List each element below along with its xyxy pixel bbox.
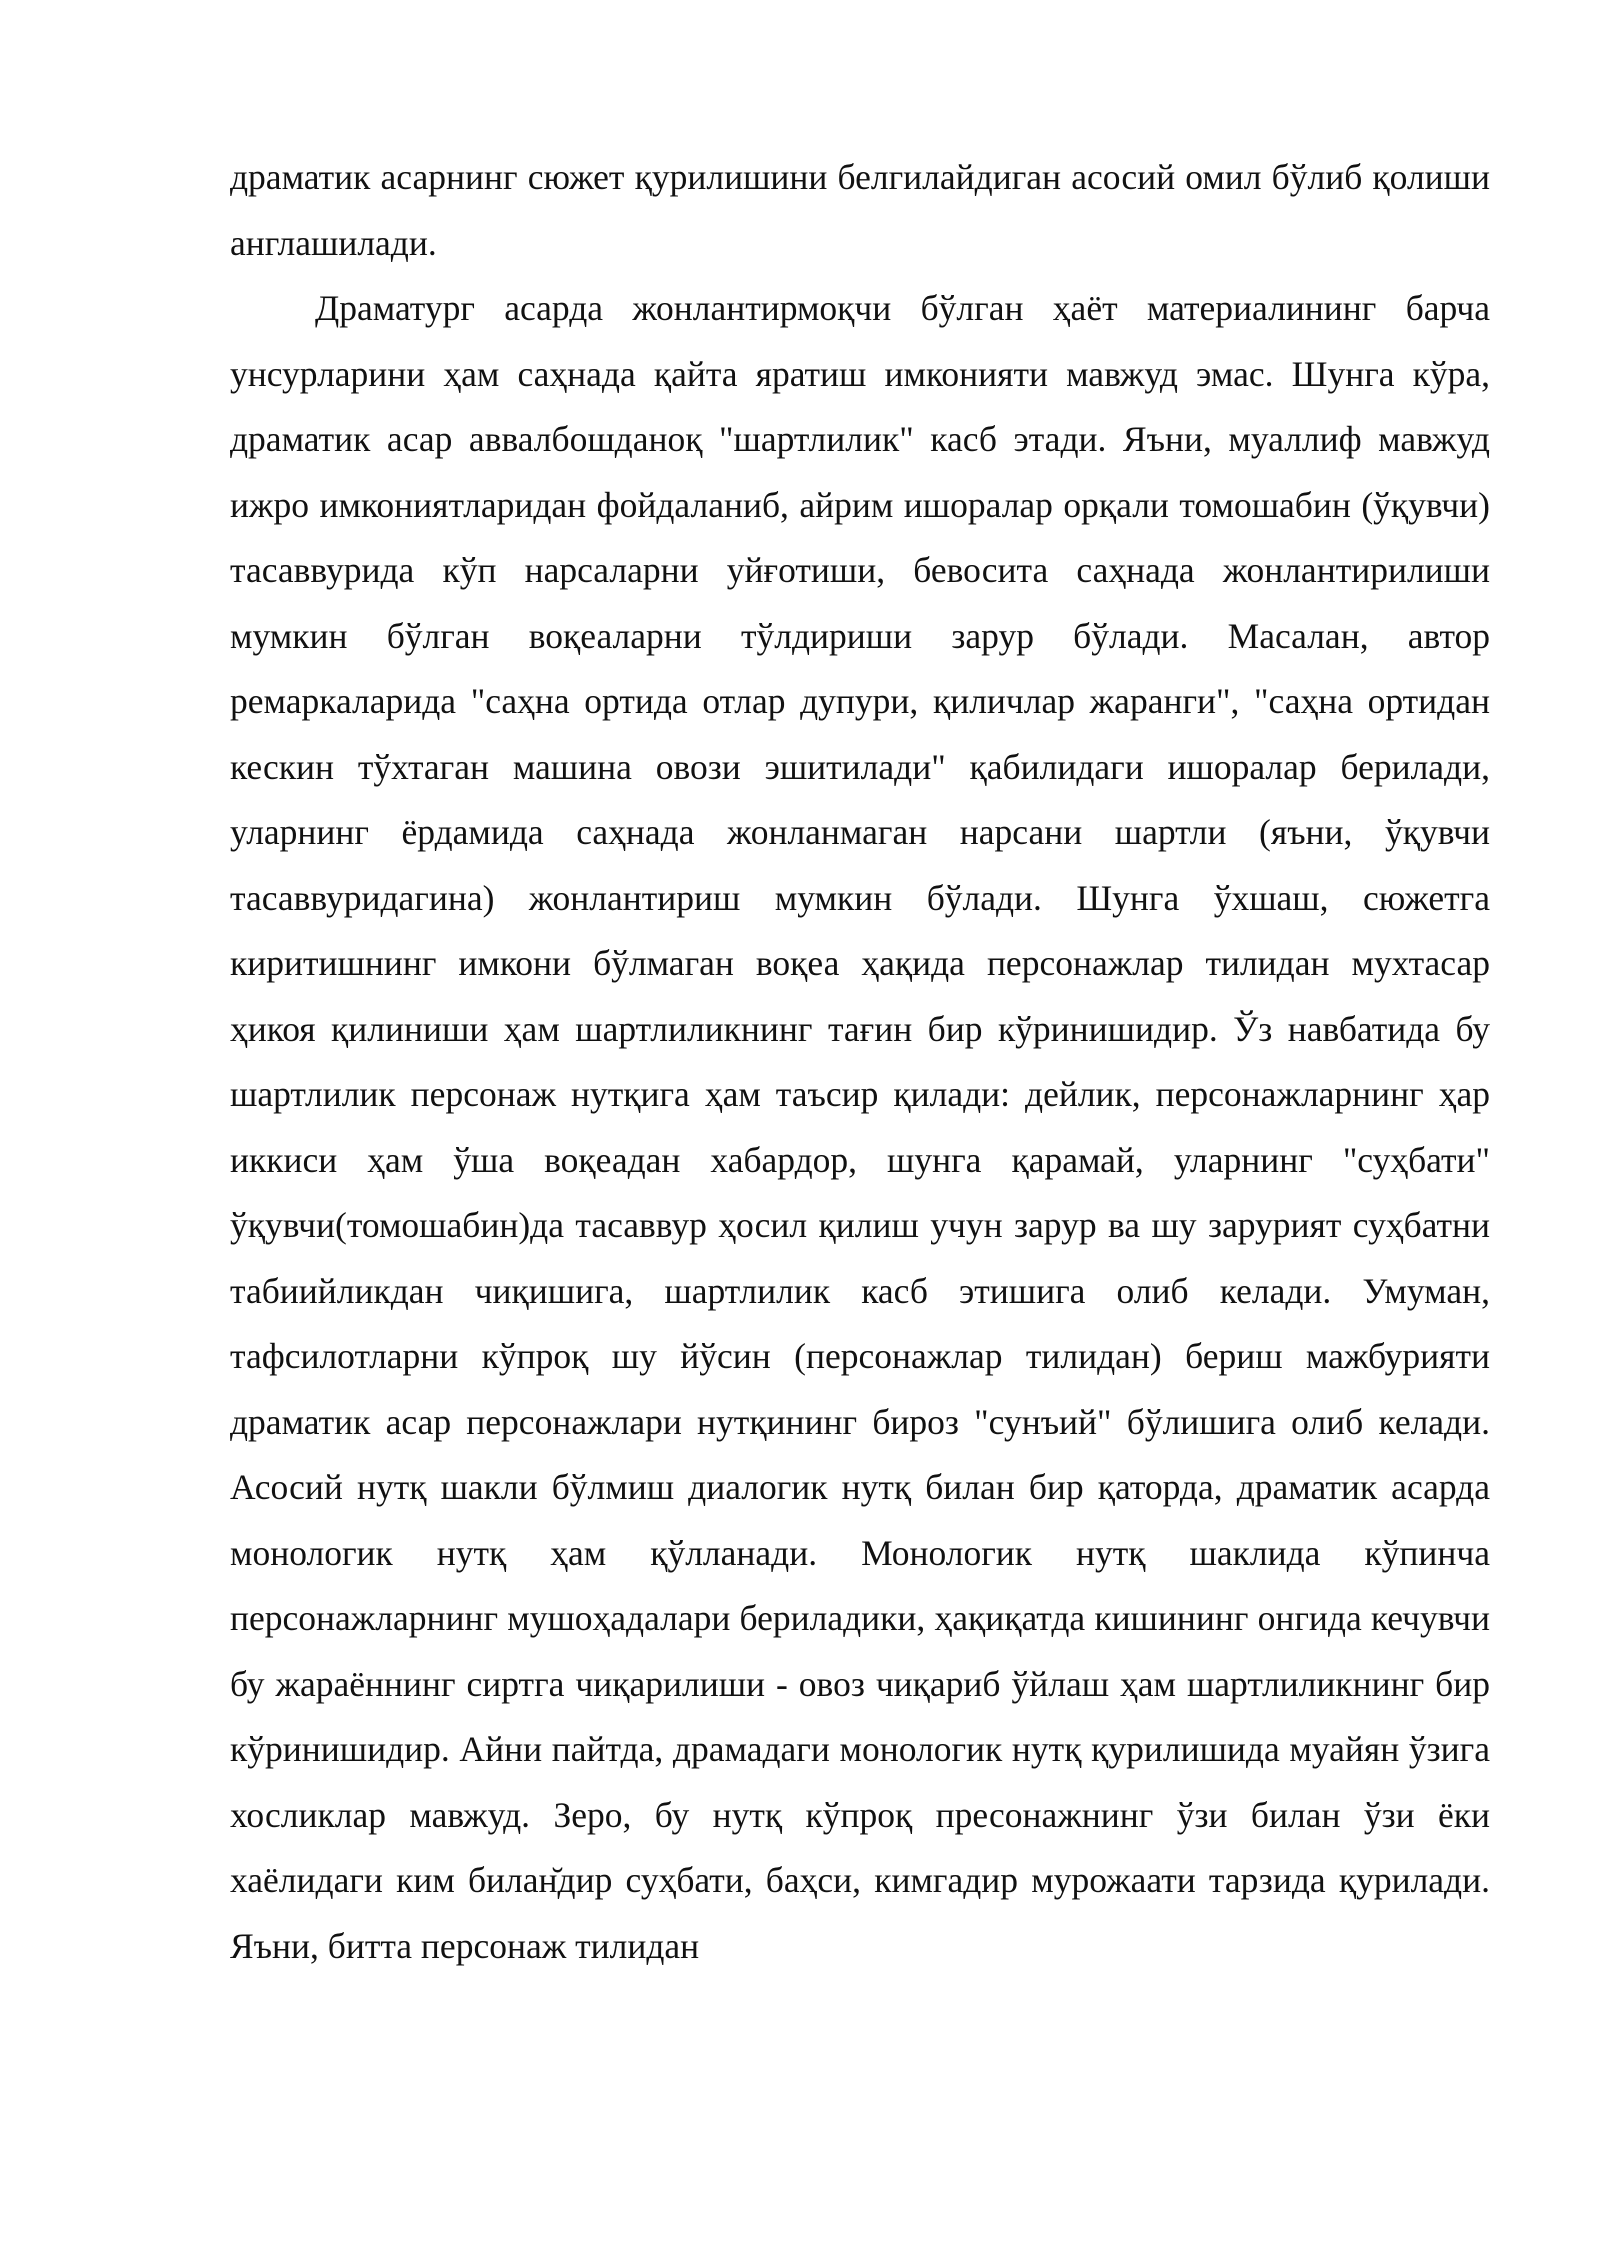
paragraph-main: Драматург асарда жонлантирмоқчи бўлган ҳаёт материалининг барча унсурларини ҳам саҳнада қайта яратиш имконияти мавжуд эмас. Шунга кўра, драматик асар аввалбошданоқ "шартлилик" касб этади. Яъни, муаллиф мавжуд ижро имкониятларидан фойдаланиб, айрим ишоралар орқали томошабин (ўқувчи) тасаввурида кўп нарсаларни уйғотиши, бевосита саҳнада жонлантирилиши мумкин бўлган воқеаларни тўлдириши зарур бўлади. Масалан, автор ремаркаларида "саҳна ортида отлар дупури, қиличлар жаранги", "саҳна ортидан кескин тўхтаган машина овози эшитилади" қабилидаги ишоралар берилади, уларнинг ёрдамида саҳнада жонланмаган нарсани шартли (яъни, ўқувчи тасаввуридагина) жонлантириш мумкин бўлади. Шунга ўхшаш, сюжетга киритишнинг имкони бўлмаган воқеа ҳақида персонажлар тилидан мухтасар ҳикоя қилиниши ҳам шартлиликнинг тағин бир кўринишидир. Ўз навбатида бу шартлилик персонаж нутқига ҳам таъсир қилади: дейлик, персонажларнинг ҳар иккиси ҳам ўша воқеадан хабардор, шунга қарамай, уларнинг "суҳбати" ўқувчи(томошабин)да тасаввур ҳосил қилиш учун зарур ва шу зарурият суҳбатни табиийликдан чиқишига, шартлилик касб этишига олиб келади. Умуман, тафсилотларни кўпроқ шу йўсин (персонажлар тилидан) бериш мажбурияти драматик асар персонажлари нутқининг бироз "сунъий" бўлишига олиб келади. Асосий нутқ шакли бўлмиш диалогик нутқ билан бир қаторда, драматик асарда монологик нутқ ҳам қўлланади. Монологик нутқ шаклида кўпинча персонажларнинг мушоҳадалари бериладики, ҳақиқатда кишининг онгида кечувчи бу жараённинг сиртга чиқарилиши - овоз чиқариб ўйлаш ҳам шартлиликнинг бир кўринишидир. Айни пайтда, драмадаги монологик нутқ қурилишида муайян ўзига хосликлар мавжуд. Зеро, бу нутқ кўпроқ пресонажнинг ўзи билан ўзи ёки хаёлидаги ким билан̆дир суҳбати, баҳси, кимгадир мурожаати тарзида қурилади. Яъни, битта персонаж тилидан <box>230 288 1490 1966</box>
document-body <box>230 145 1490 1979</box>
paragraph-continuation: драматик асарнинг сюжет қурилишини белгилайдиган асосий омил бўлиб қолиши англашилади. <box>230 157 1490 263</box>
